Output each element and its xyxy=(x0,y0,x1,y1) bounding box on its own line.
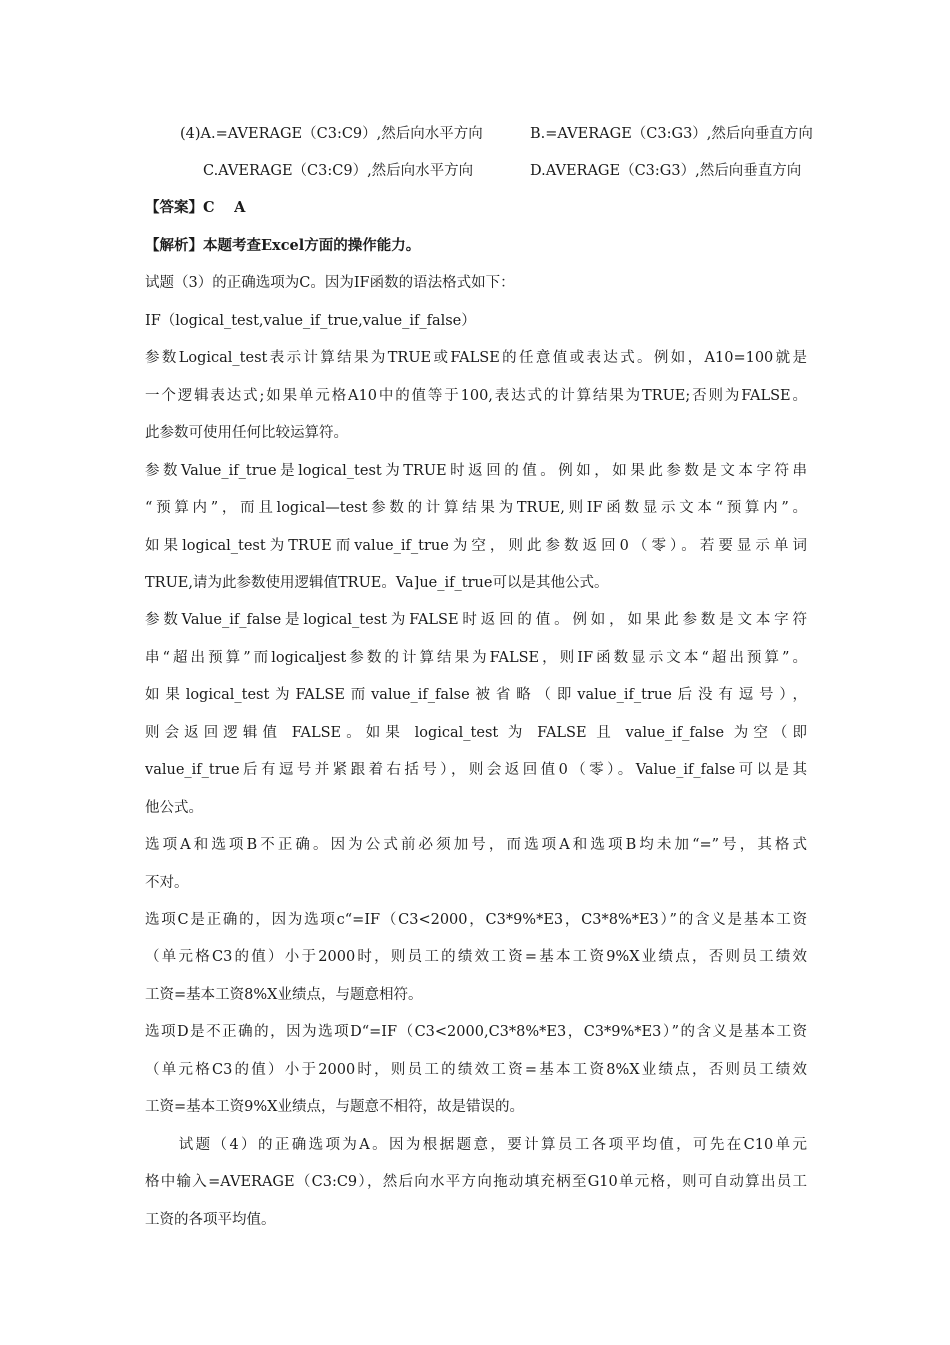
text-line: 如果logical_test为TRUE而value_if_true为空，则此参数返回0（零）。若要显示单词 xyxy=(145,538,807,554)
text-line: TRUE,请为此参数使用逻辑值TRUE。Va]ue_if_true可以是其他公式。 xyxy=(145,575,609,591)
text-line: 格中输入=AVERAGE（C3:C9），然后向水平方向拖动填充柄至G10单元格，则可自动算出员工 xyxy=(145,1174,807,1190)
text-line: 工资=基本工资8%X业绩点，与题意相符。 xyxy=(145,987,423,1003)
answer-label: 【答案】 xyxy=(145,199,203,216)
answer-line xyxy=(145,198,807,218)
option-b: B.=AVERAGE（C3:G3）,然后向垂直方向 xyxy=(530,126,813,142)
analysis-text: 本题考查Excel方面的操作能力。 xyxy=(203,237,421,254)
text-line: 串“超出预算”而logicaljest参数的计算结果为FALSE，则IF函数显示文本“超出预算”。 xyxy=(145,650,807,666)
text-line: “预算内”，而且logical—test参数的计算结果为TRUE,则IF函数显示文本“预算内”。 xyxy=(145,500,807,516)
text-line: value_if_true后有逗号并紧跟着右括号），则会返回值0（零）。Value_if_false可以是其 xyxy=(145,762,807,778)
text-line: 如果logical_test为FALSE而value_if_false被省略（即value_if_true后没有逗号）， xyxy=(145,687,807,703)
text-line: 工资=基本工资9%X业绩点，与题意不相符，故是错误的。 xyxy=(145,1099,524,1115)
text-line: 试题（4）的正确选项为A。因为根据题意，要计算员工各项平均值，可先在C10单元 xyxy=(145,1137,807,1153)
text-line: 则会返回逻辑值 FALSE。如果 logical_test 为 FALSE 且 value_if_false 为空（即 xyxy=(145,725,807,741)
text-line: 选项A和选项B不正确。因为公式前必须加号，而选项A和选项B均未加“=”号，其格式 xyxy=(145,837,807,853)
text-line: 参数Logical_test表示计算结果为TRUE或FALSE的任意值或表达式。例如，A10=100就是 xyxy=(145,350,807,366)
option-d: D.AVERAGE（C3:G3）,然后向垂直方向 xyxy=(530,163,802,179)
text-line: 一个逻辑表达式;如果单元格A10中的值等于100,表达式的计算结果为TRUE;否则为FALSE。 xyxy=(145,388,807,404)
option-a: (4)A.=AVERAGE（C3:C9）,然后向水平方向 xyxy=(180,126,483,142)
text-line: 试题（3）的正确选项为C。因为IF函数的语法格式如下： xyxy=(145,275,515,291)
option-c: C.AVERAGE（C3:C9）,然后向水平方向 xyxy=(203,163,474,179)
text-line: 不对。 xyxy=(145,875,189,891)
text-line: 他公式。 xyxy=(145,800,203,816)
text-line: 选项D是不正确的，因为选项D“=IF（C3<2000,C3*8%*E3，C3*9%*E3）”的含义是基本工资 xyxy=(145,1024,807,1040)
text-line: 此参数可使用任何比较运算符。 xyxy=(145,425,348,441)
text-line: IF（logical_test,value_if_true,value_if_false） xyxy=(145,313,476,329)
analysis-line xyxy=(145,236,807,256)
text-line: 参数Value_if_false是logical_test为FALSE时返回的值。例如，如果此参数是文本字符 xyxy=(145,612,807,628)
text-line: （单元格C3的值）小于2000时，则员工的绩效工资=基本工资8%X业绩点，否则员工绩效 xyxy=(145,1062,807,1078)
text-line: 选项C是正确的，因为选项c“=IF（C3<2000，C3*9%*E3，C3*8%*E3）”的含义是基本工资 xyxy=(145,912,807,928)
answer-value: C A xyxy=(203,199,246,216)
text-line: （单元格C3的值）小于2000时，则员工的绩效工资=基本工资9%X业绩点，否则员工绩效 xyxy=(145,949,807,965)
text-line: 工资的各项平均值。 xyxy=(145,1212,276,1228)
analysis-label: 【解析】 xyxy=(145,237,203,254)
text-line: 参数Value_if_true是logical_test为TRUE时返回的值。例如，如果此参数是文本字符串 xyxy=(145,463,807,479)
